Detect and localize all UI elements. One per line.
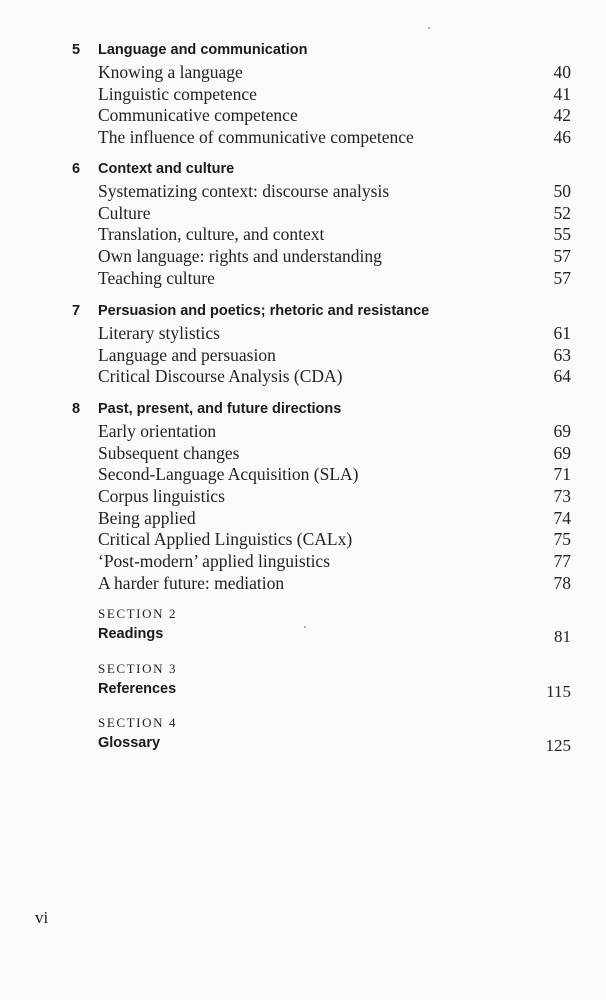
chapter-6 — [0, 161, 606, 289]
toc-entry[interactable] — [0, 224, 606, 246]
toc-entry[interactable] — [0, 443, 606, 465]
page-folio: vi — [35, 908, 49, 927]
chapter-number: 7 — [72, 303, 81, 319]
toc-entry[interactable] — [0, 551, 606, 573]
section-2[interactable] — [0, 606, 606, 646]
entry-title: Subsequent changes — [98, 442, 240, 463]
chapter-title: Language and communication — [98, 42, 308, 58]
section-title: References — [98, 681, 177, 697]
section-label-text: SECTION 3 — [98, 661, 178, 676]
entry-page: 75 — [553, 529, 571, 550]
section-label — [0, 606, 606, 626]
entry-page: 52 — [553, 202, 571, 223]
entry-title: ‘Post-modern’ applied linguistics — [98, 551, 331, 572]
entry-page: 69 — [553, 442, 571, 463]
entry-page: 63 — [553, 344, 571, 365]
entry-title: Culture — [98, 202, 151, 223]
entry-title: Literary stylistics — [98, 323, 220, 343]
toc-entry[interactable] — [0, 508, 606, 530]
entry-page: 55 — [553, 224, 571, 245]
section-3[interactable] — [0, 661, 606, 701]
section-page: 125 — [545, 736, 571, 755]
entry-page: 41 — [553, 83, 571, 104]
toc-entry[interactable] — [0, 421, 606, 443]
section-heading — [0, 735, 606, 755]
toc-entry[interactable] — [0, 105, 606, 127]
chapter-number: 6 — [72, 161, 81, 177]
entry-title: Knowing a language — [98, 62, 243, 82]
entry-title: Teaching culture — [98, 267, 215, 288]
section-page: 81 — [554, 627, 571, 646]
chapter-number: 5 — [72, 42, 81, 58]
toc-entry[interactable] — [0, 573, 606, 595]
section-label — [0, 715, 606, 735]
entry-title: Critical Discourse Analysis (CDA) — [98, 366, 343, 387]
toc-entry[interactable] — [0, 529, 606, 551]
entry-page: 77 — [553, 551, 571, 572]
section-label-text: SECTION 4 — [98, 715, 178, 730]
entry-title: A harder future: mediation — [98, 572, 285, 593]
section-title: Glossary — [98, 735, 161, 751]
entry-title: Systematizing context: discourse analysis — [98, 181, 390, 201]
chapter-8 — [0, 401, 606, 595]
chapter-title: Context and culture — [98, 161, 235, 177]
entry-title: Linguistic competence — [98, 83, 257, 104]
chapter-heading — [0, 42, 606, 62]
entry-page: 46 — [553, 127, 571, 148]
toc-entry[interactable] — [0, 464, 606, 486]
toc-entry[interactable] — [0, 486, 606, 508]
chapter-title: Past, present, and future directions — [98, 401, 342, 417]
toc-entry[interactable] — [0, 366, 606, 388]
entry-title: Corpus linguistics — [98, 486, 225, 507]
entry-title: Second-Language Acquisition (SLA) — [98, 464, 359, 485]
section-heading — [0, 681, 606, 701]
entry-page: 74 — [553, 507, 571, 528]
chapter-7 — [0, 303, 606, 388]
chapter-5 — [0, 42, 606, 149]
entry-page: 42 — [553, 105, 571, 126]
toc-entry[interactable] — [0, 127, 606, 149]
section-label — [0, 661, 606, 681]
section-title: Readings — [98, 626, 164, 642]
section-page: 115 — [546, 682, 571, 701]
entry-title: Translation, culture, and context — [98, 224, 325, 245]
entry-page: 64 — [553, 366, 571, 387]
chapter-number: 8 — [72, 401, 81, 417]
entry-page: 57 — [553, 246, 571, 267]
toc-entry[interactable] — [0, 62, 606, 84]
entry-title: The influence of communicative competence — [98, 127, 414, 148]
entry-title: Critical Applied Linguistics (CALx) — [98, 529, 353, 550]
toc-entry[interactable] — [0, 268, 606, 290]
entry-page: 61 — [553, 323, 571, 343]
section-4[interactable] — [0, 715, 606, 755]
entry-title: Communicative competence — [98, 105, 298, 126]
toc-entry[interactable] — [0, 181, 606, 203]
entry-page: 78 — [553, 572, 571, 593]
chapter-heading — [0, 303, 606, 323]
toc-entry[interactable] — [0, 203, 606, 225]
entry-page: 69 — [553, 421, 571, 441]
entry-page: 71 — [553, 464, 571, 485]
entry-title: Own language: rights and understanding — [98, 246, 382, 267]
toc-entry[interactable] — [0, 323, 606, 345]
paper-speck — [304, 626, 306, 628]
toc-entry[interactable] — [0, 84, 606, 106]
entry-page: 50 — [553, 181, 571, 201]
toc-entry[interactable] — [0, 246, 606, 268]
entry-page: 73 — [553, 486, 571, 507]
entry-title: Language and persuasion — [98, 344, 276, 365]
chapter-heading — [0, 161, 606, 181]
paper-speck — [428, 27, 430, 29]
entry-title: Being applied — [98, 507, 196, 528]
entry-page: 57 — [553, 267, 571, 288]
toc-entry[interactable] — [0, 345, 606, 367]
chapter-title: Persuasion and poetics; rhetoric and resistance — [98, 303, 430, 319]
section-heading — [0, 626, 606, 646]
entry-page: 40 — [553, 62, 571, 82]
entry-title: Early orientation — [98, 421, 217, 441]
chapter-heading — [0, 401, 606, 421]
section-label-text: SECTION 2 — [98, 606, 178, 621]
